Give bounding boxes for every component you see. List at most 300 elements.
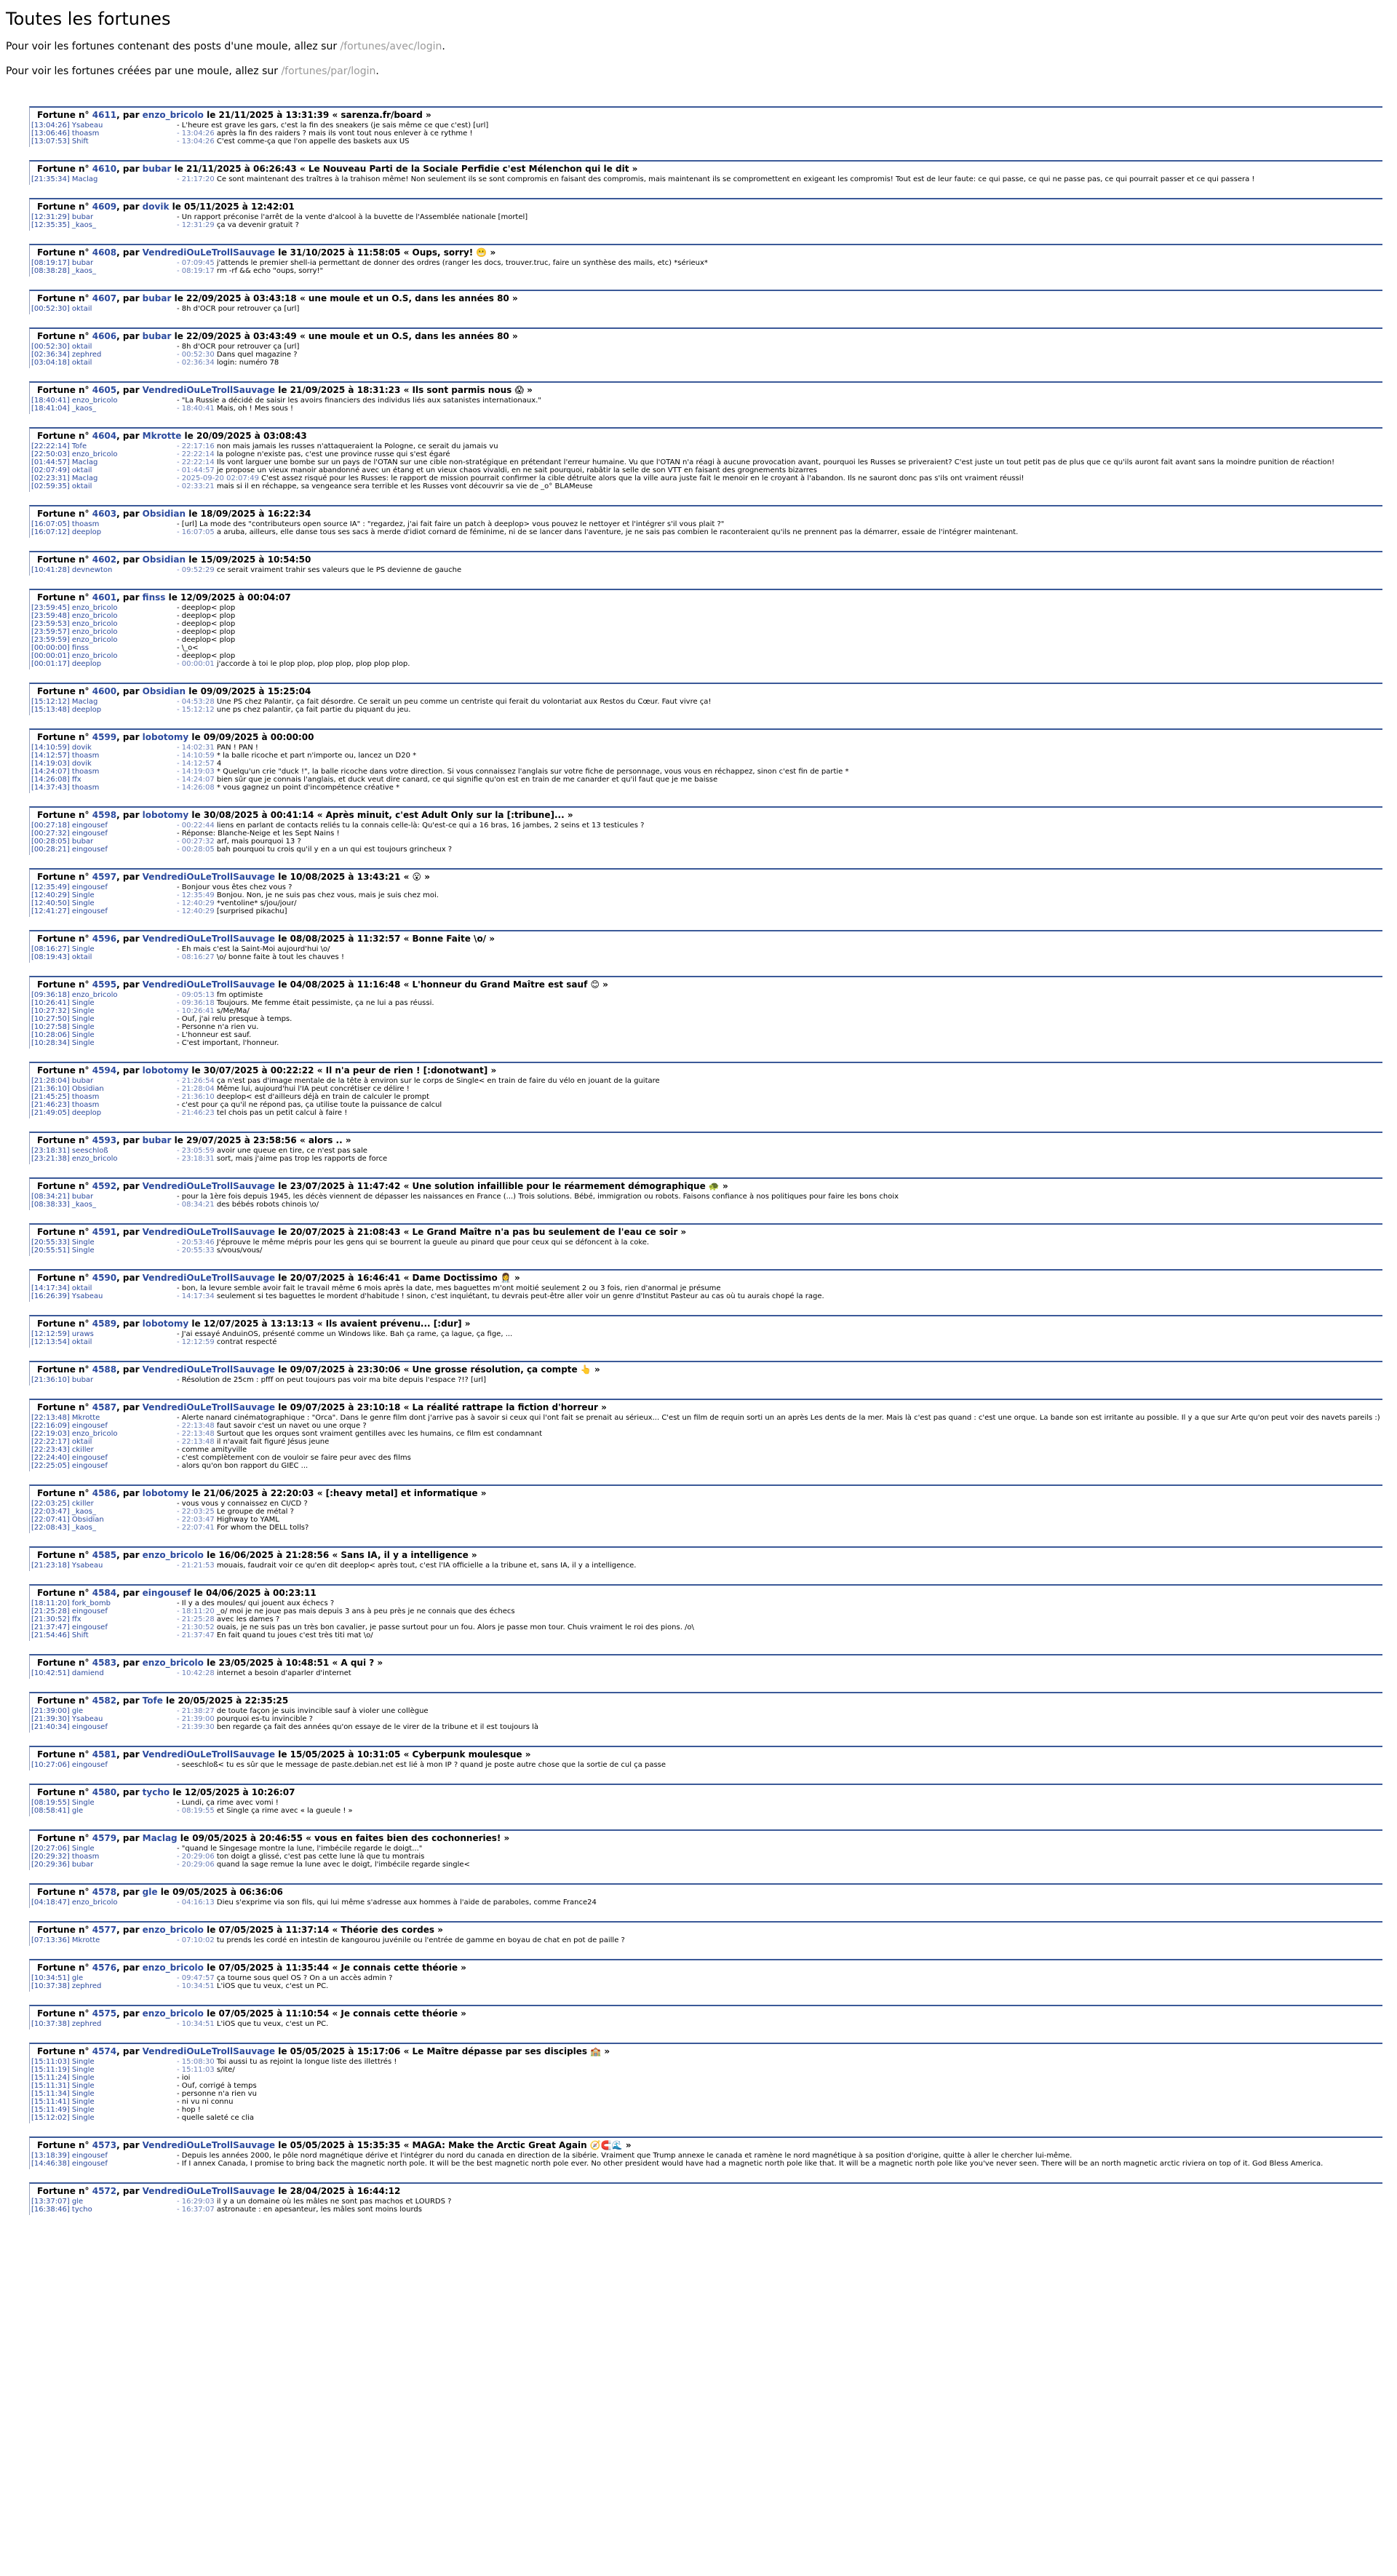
fortune-number[interactable]: 4608 xyxy=(92,247,117,258)
line-time-ref[interactable]: - 21:28:04 xyxy=(177,1085,217,1093)
fortune-author[interactable]: Obsidian xyxy=(142,509,186,519)
line-author[interactable]: [22:24:40] eingousef xyxy=(31,1454,108,1462)
fortune-author[interactable]: Obsidian xyxy=(142,554,186,565)
line-time-ref[interactable]: - 12:35:49 xyxy=(177,891,217,899)
line-author[interactable]: [15:11:19] Single xyxy=(31,2066,95,2074)
line-author[interactable]: [21:54:46] Shift xyxy=(31,1631,89,1639)
line-author[interactable]: [18:41:04] _kaos_ xyxy=(31,405,96,413)
line-time-ref[interactable]: - 12:40:29 xyxy=(177,899,217,907)
line-time-ref[interactable]: - 15:12:12 xyxy=(177,706,217,714)
line-author[interactable]: [20:27:06] Single xyxy=(31,1845,95,1853)
fortune-author[interactable]: enzo_bricolo xyxy=(142,2008,204,2019)
fortune-author[interactable]: bubar xyxy=(142,293,172,303)
line-time-ref[interactable]: - 12:31:29 xyxy=(177,221,217,229)
fortune-number[interactable]: 4579 xyxy=(92,1833,117,1843)
line-author[interactable]: [20:29:32] thoasm xyxy=(31,1853,100,1861)
line-author[interactable]: [22:19:03] enzo_bricolo xyxy=(31,1430,118,1438)
line-author[interactable]: [18:11:20] fork_bomb xyxy=(31,1599,111,1607)
line-author[interactable]: [10:41:28] devnewton xyxy=(31,566,113,574)
line-author[interactable]: [00:52:30] oktail xyxy=(31,343,92,351)
fortune-author[interactable]: VendrediOuLeTrollSauvage xyxy=(142,1273,276,1283)
line-time-ref[interactable]: - 07:09:45 xyxy=(177,259,217,267)
line-time-ref[interactable]: - 15:08:30 xyxy=(177,2058,217,2066)
line-time-ref[interactable]: - 09:05:13 xyxy=(177,991,217,999)
line-author[interactable]: [01:44:57] Maclag xyxy=(31,458,98,466)
fortune-author[interactable]: dovik xyxy=(142,202,170,212)
fortune-number[interactable]: 4588 xyxy=(92,1364,117,1375)
line-time-ref[interactable]: - 21:37:47 xyxy=(177,1631,217,1639)
line-time-ref[interactable]: - 18:11:20 xyxy=(177,1607,217,1615)
line-author[interactable]: [16:07:12] deeplop xyxy=(31,528,102,536)
fortune-number[interactable]: 4593 xyxy=(92,1135,117,1145)
line-author[interactable]: [21:49:05] deeplop xyxy=(31,1109,102,1117)
fortune-item xyxy=(29,1784,1382,1816)
line-time-ref[interactable]: - 12:12:59 xyxy=(177,1338,217,1346)
line-author[interactable]: [23:59:59] enzo_bricolo xyxy=(31,636,118,644)
line-time-ref[interactable]: - 02:36:34 xyxy=(177,359,217,367)
fortune-author[interactable]: VendrediOuLeTrollSauvage xyxy=(142,1749,276,1760)
line-author[interactable]: [10:27:50] Single xyxy=(31,1015,95,1023)
line-author[interactable]: [21:37:47] eingousef xyxy=(31,1623,108,1631)
line-author[interactable]: [14:12:57] thoasm xyxy=(31,752,100,760)
line-time-ref[interactable]: - 21:30:52 xyxy=(177,1623,217,1631)
line-author[interactable]: [08:16:27] Single xyxy=(31,945,95,953)
fortune-number[interactable]: 4572 xyxy=(92,2186,117,2196)
line-time-ref[interactable]: - 22:03:25 xyxy=(177,1508,217,1516)
fortune-number[interactable]: 4595 xyxy=(92,979,117,990)
line-author[interactable]: [04:18:47] enzo_bricolo xyxy=(31,1899,118,1907)
line-time-ref[interactable]: - 21:39:00 xyxy=(177,1715,217,1723)
fortune-author[interactable]: eingousef xyxy=(142,1588,191,1598)
line-author[interactable]: [10:34:51] gle xyxy=(31,1974,84,1982)
line-time-ref[interactable]: - 22:22:14 xyxy=(177,450,217,458)
line-time-ref[interactable]: - 22:13:48 xyxy=(177,1422,217,1430)
line-author[interactable]: [12:31:29] bubar xyxy=(31,213,94,221)
line-author[interactable]: [12:12:59] uraws xyxy=(31,1330,94,1338)
line-author[interactable]: [14:46:38] eingousef xyxy=(31,2160,108,2168)
line-author[interactable]: [20:29:36] bubar xyxy=(31,1861,94,1869)
line-time-ref[interactable]: - 16:37:07 xyxy=(177,2206,217,2214)
line-author[interactable]: [23:59:53] enzo_bricolo xyxy=(31,620,118,628)
line-time-ref[interactable]: - 02:33:21 xyxy=(177,482,217,490)
line-time-ref[interactable]: - 00:00:01 xyxy=(177,660,217,668)
line-time-ref[interactable]: - 09:52:29 xyxy=(177,566,217,574)
line-author[interactable]: [22:22:17] oktail xyxy=(31,1438,92,1446)
line-time-ref[interactable]: - 14:02:31 xyxy=(177,744,217,752)
line-time-ref[interactable]: - 23:18:31 xyxy=(177,1155,217,1163)
line-author[interactable]: [22:25:05] eingousef xyxy=(31,1462,108,1470)
fortune-number[interactable]: 4587 xyxy=(92,1402,117,1412)
line-author[interactable]: [00:27:18] eingousef xyxy=(31,822,108,830)
line-author[interactable]: [10:27:06] eingousef xyxy=(31,1761,108,1769)
line-author[interactable]: [23:59:45] enzo_bricolo xyxy=(31,604,118,612)
line-time-ref[interactable]: - 00:28:05 xyxy=(177,846,217,854)
fortune-item xyxy=(29,1132,1382,1164)
line-author[interactable]: [12:35:49] eingousef xyxy=(31,883,108,891)
fortune-number[interactable]: 4584 xyxy=(92,1588,117,1598)
fortune-number[interactable]: 4602 xyxy=(92,554,117,565)
line-time-ref[interactable]: - 12:40:29 xyxy=(177,907,217,915)
fortune-author[interactable]: VendrediOuLeTrollSauvage xyxy=(142,2186,276,2196)
line-author[interactable]: [10:28:06] Single xyxy=(31,1031,95,1039)
fortune-author[interactable]: VendrediOuLeTrollSauvage xyxy=(142,1181,276,1191)
line-author[interactable]: [02:36:34] zephred xyxy=(31,351,102,359)
fortune-number[interactable]: 4605 xyxy=(92,385,117,395)
fortune-author[interactable]: Maclag xyxy=(142,1833,178,1843)
line-author[interactable]: [08:34:21] bubar xyxy=(31,1193,94,1201)
line-author[interactable]: [08:19:17] bubar xyxy=(31,259,94,267)
line-author[interactable]: [21:39:30] Ysabeau xyxy=(31,1715,103,1723)
line-author[interactable]: [16:07:05] thoasm xyxy=(31,520,100,528)
line-time-ref[interactable]: - 10:34:51 xyxy=(177,2020,217,2028)
line-time-ref[interactable]: - 15:11:03 xyxy=(177,2066,217,2074)
line-author[interactable]: [21:40:34] eingousef xyxy=(31,1723,108,1731)
line-time-ref[interactable]: - 14:12:57 xyxy=(177,760,217,768)
line-time-ref[interactable]: - 10:34:51 xyxy=(177,1982,217,1990)
fortune-number[interactable]: 4581 xyxy=(92,1749,117,1760)
line-author[interactable]: [21:25:28] eingousef xyxy=(31,1607,108,1615)
intro-link[interactable]: /fortunes/avec/login xyxy=(340,41,442,52)
fortune-author[interactable]: VendrediOuLeTrollSauvage xyxy=(142,247,276,258)
line-time-ref[interactable]: - 00:27:32 xyxy=(177,838,217,846)
line-author[interactable]: [16:38:46] tycho xyxy=(31,2206,92,2214)
line-time-ref[interactable]: - 00:22:44 xyxy=(177,822,217,830)
line-author[interactable]: [23:21:38] enzo_bricolo xyxy=(31,1155,118,1163)
line-time-ref[interactable]: - 20:29:06 xyxy=(177,1861,217,1869)
line-time-ref[interactable]: - 22:13:48 xyxy=(177,1438,217,1446)
fortune-number[interactable]: 4610 xyxy=(92,164,117,174)
line-author[interactable]: [22:07:41] Obsidian xyxy=(31,1516,104,1524)
line-author[interactable]: [02:23:31] Maclag xyxy=(31,474,98,482)
line-time-ref[interactable]: - 10:42:28 xyxy=(177,1669,217,1677)
line-author[interactable]: [21:23:18] Ysabeau xyxy=(31,1562,103,1570)
line-author[interactable]: [18:40:41] enzo_bricolo xyxy=(31,397,118,405)
line-author[interactable]: [15:13:48] deeplop xyxy=(31,706,102,714)
fortune-author[interactable]: enzo_bricolo xyxy=(142,1658,204,1668)
fortune-number[interactable]: 4599 xyxy=(92,732,117,742)
line-author[interactable]: [13:06:46] thoasm xyxy=(31,130,100,138)
line-author[interactable]: [21:46:23] thoasm xyxy=(31,1101,100,1109)
fortune-author[interactable]: VendrediOuLeTrollSauvage xyxy=(142,1364,276,1375)
fortune-line xyxy=(31,1723,1382,1731)
line-message: - Réponse: Blanche-Neige et les Sept Nains ! xyxy=(177,830,340,838)
fortune-author[interactable]: finss xyxy=(142,592,166,603)
fortune-author[interactable]: Obsidian xyxy=(142,686,186,696)
fortune-line xyxy=(31,1239,1382,1247)
line-author[interactable]: [08:38:28] _kaos_ xyxy=(31,267,96,275)
line-author[interactable]: [15:11:41] Single xyxy=(31,2098,95,2106)
line-time-ref[interactable]: - 21:25:28 xyxy=(177,1615,217,1623)
line-author[interactable]: [13:04:26] Ysabeau xyxy=(31,122,103,130)
intro xyxy=(6,41,1391,77)
fortune-author[interactable]: VendrediOuLeTrollSauvage xyxy=(142,934,276,944)
line-author[interactable]: [21:28:04] bubar xyxy=(31,1077,94,1085)
fortune-number[interactable]: 4580 xyxy=(92,1787,117,1797)
fortune-author[interactable]: enzo_bricolo xyxy=(142,1550,204,1560)
fortune-number[interactable]: 4598 xyxy=(92,810,117,820)
line-time-ref[interactable]: - 00:52:30 xyxy=(177,351,217,359)
line-author[interactable]: [23:59:48] enzo_bricolo xyxy=(31,612,118,620)
line-time-ref[interactable]: - 04:53:28 xyxy=(177,698,217,706)
line-time-ref[interactable]: - 20:53:46 xyxy=(177,1239,217,1247)
fortune-lines xyxy=(30,1147,1382,1164)
line-author[interactable]: [00:00:00] finss xyxy=(31,644,89,652)
line-author[interactable]: [15:12:02] Single xyxy=(31,2114,95,2122)
line-author[interactable]: [21:35:34] Maclag xyxy=(31,175,98,183)
line-time-ref[interactable]: - 21:46:23 xyxy=(177,1109,217,1117)
line-author[interactable]: [14:10:59] dovik xyxy=(31,744,92,752)
line-author[interactable]: [10:37:38] zephred xyxy=(31,1982,102,1990)
fortune-author[interactable]: lobotomy xyxy=(142,1319,189,1329)
line-time-ref[interactable]: - 22:17:16 xyxy=(177,442,217,450)
line-author[interactable]: [22:13:48] Mkrotte xyxy=(31,1414,100,1422)
line-time-ref[interactable]: - 14:10:59 xyxy=(177,752,217,760)
line-author[interactable]: [10:26:41] Single xyxy=(31,999,95,1007)
line-time-ref[interactable]: - 08:19:17 xyxy=(177,267,217,275)
fortune-lines xyxy=(30,1599,1382,1641)
line-author[interactable]: [10:27:32] Single xyxy=(31,1007,95,1015)
fortune-number[interactable]: 4574 xyxy=(92,2046,117,2056)
fortune-author[interactable]: VendrediOuLeTrollSauvage xyxy=(142,872,276,882)
fortune-number[interactable]: 4592 xyxy=(92,1181,117,1191)
line-author[interactable]: [12:40:29] Single xyxy=(31,891,95,899)
line-author[interactable]: [14:17:34] oktail xyxy=(31,1284,92,1292)
line-time-ref[interactable]: - 2025-09-20 02:07:49 xyxy=(177,474,262,482)
line-time-ref[interactable]: - 14:24:07 xyxy=(177,776,217,784)
fortune-author[interactable]: VendrediOuLeTrollSauvage xyxy=(142,979,276,990)
line-time-ref[interactable]: - 21:17:20 xyxy=(177,175,217,183)
fortune-author[interactable]: enzo_bricolo xyxy=(142,1963,204,1973)
fortune-date: 04/06/2025 à 00:23:11 xyxy=(205,1588,317,1598)
line-author[interactable]: [21:30:52] ffx xyxy=(31,1615,81,1623)
line-time-ref[interactable]: - 21:26:54 xyxy=(177,1077,217,1085)
fortune-number[interactable]: 4590 xyxy=(92,1273,117,1283)
line-author[interactable]: [20:55:51] Single xyxy=(31,1247,95,1255)
fortune-author[interactable]: Mkrotte xyxy=(142,431,182,441)
line-author[interactable]: [23:18:31] seeschloß xyxy=(31,1147,108,1155)
line-time-ref[interactable]: - 21:39:30 xyxy=(177,1723,217,1731)
line-author[interactable]: [12:13:54] oktail xyxy=(31,1338,92,1346)
fortune-number[interactable]: 4611 xyxy=(92,110,117,120)
line-time-ref[interactable]: - 09:47:57 xyxy=(177,1974,217,1982)
fortune-number[interactable]: 4604 xyxy=(92,431,117,441)
fortune-line xyxy=(31,1446,1382,1454)
line-time-ref[interactable]: - 20:29:06 xyxy=(177,1853,217,1861)
intro-link[interactable]: /fortunes/par/login xyxy=(281,65,376,77)
fortune-line xyxy=(31,899,1382,907)
line-time-ref[interactable]: - 10:26:41 xyxy=(177,1007,217,1015)
fortune-lines xyxy=(30,604,1382,669)
fortune-number[interactable]: 4586 xyxy=(92,1488,117,1498)
fortune-author[interactable]: lobotomy xyxy=(142,810,189,820)
line-author[interactable]: [15:11:03] Single xyxy=(31,2058,95,2066)
line-time-ref[interactable]: - 01:44:57 xyxy=(177,466,217,474)
fortune-number[interactable]: 4583 xyxy=(92,1658,117,1668)
line-time-ref[interactable]: - 14:26:08 xyxy=(177,784,217,792)
line-author[interactable]: [21:45:25] thoasm xyxy=(31,1093,100,1101)
fortune-author[interactable]: lobotomy xyxy=(142,1488,189,1498)
line-author[interactable]: [02:07:49] oktail xyxy=(31,466,92,474)
line-time-ref[interactable]: - 14:19:03 xyxy=(177,768,217,776)
line-author[interactable]: [14:19:03] dovik xyxy=(31,760,92,768)
line-message: - 22:22:14 Ils vont larguer une bombe sur un pays de l'OTAN sur une cible non-stratégique en prétendant l'erreur humaine. Vu que l'OTAN n'a réagi à aucune provocation avant, pourquoi les Russes se priveraient? C'est juste un tout petit pas de plus que ce qu'ils auront fait avant sans la moindre punition de réaction! xyxy=(177,458,1335,466)
line-author[interactable]: [00:52:30] oktail xyxy=(31,305,92,313)
line-author[interactable]: [10:27:58] Single xyxy=(31,1023,95,1031)
fortune-number[interactable]: 4606 xyxy=(92,331,117,341)
line-author[interactable]: [12:41:27] eingousef xyxy=(31,907,108,915)
fortune-author[interactable]: bubar xyxy=(142,331,172,341)
fortune-author[interactable]: VendrediOuLeTrollSauvage xyxy=(142,2046,276,2056)
fortune-author[interactable]: lobotomy xyxy=(142,732,189,742)
fortune-author[interactable]: VendrediOuLeTrollSauvage xyxy=(142,1402,276,1412)
line-time-ref[interactable]: - 04:16:13 xyxy=(177,1899,217,1907)
line-author[interactable]: [14:26:08] ffx xyxy=(31,776,81,784)
line-author[interactable]: [15:11:49] Single xyxy=(31,2106,95,2114)
fortune-header: Fortune n° 4594, par lobotomy le 30/07/2025 à 00:22:22 « Il n'a peur de rien ! [:donotwant] » xyxy=(37,1065,497,1076)
fortune-author[interactable]: VendrediOuLeTrollSauvage xyxy=(142,2140,276,2150)
line-author[interactable]: [08:19:43] oktail xyxy=(31,953,92,961)
line-time-ref[interactable]: - 23:05:59 xyxy=(177,1147,217,1155)
line-author[interactable]: [15:12:12] Maclag xyxy=(31,698,98,706)
fortune-author[interactable]: Tofe xyxy=(142,1696,163,1706)
line-author[interactable]: [10:28:34] Single xyxy=(31,1039,95,1047)
line-time-ref[interactable]: - 08:19:55 xyxy=(177,1807,217,1815)
line-author[interactable]: [00:28:21] eingousef xyxy=(31,846,108,854)
fortune-author[interactable]: bubar xyxy=(142,164,172,174)
fortune-line xyxy=(31,1631,1382,1639)
fortune-number[interactable]: 4603 xyxy=(92,509,117,519)
line-author[interactable]: [21:36:10] bubar xyxy=(31,1376,94,1384)
fortune-number[interactable]: 4585 xyxy=(92,1550,117,1560)
line-time-ref[interactable]: - 16:29:03 xyxy=(177,2198,217,2206)
line-time-ref[interactable]: - 21:38:27 xyxy=(177,1707,217,1715)
line-author[interactable]: [15:11:24] Single xyxy=(31,2074,95,2082)
line-author[interactable]: [12:35:35] _kaos_ xyxy=(31,221,96,229)
line-author[interactable]: [13:18:39] eingousef xyxy=(31,2152,108,2160)
line-author[interactable]: [22:08:43] _kaos_ xyxy=(31,1524,96,1532)
line-author[interactable]: [20:55:33] Single xyxy=(31,1239,95,1247)
line-author[interactable]: [22:03:47] _kaos_ xyxy=(31,1508,96,1516)
fortune-item xyxy=(29,198,1382,231)
line-author[interactable]: [21:36:10] Obsidian xyxy=(31,1085,104,1093)
line-author[interactable]: [10:37:38] zephred xyxy=(31,2020,102,2028)
line-author[interactable]: [15:11:34] Single xyxy=(31,2090,95,2098)
line-time-ref[interactable]: - 08:16:27 xyxy=(177,953,217,961)
fortune-lines xyxy=(30,744,1382,793)
line-author[interactable]: [14:24:07] thoasm xyxy=(31,768,100,776)
fortune-number[interactable]: 4600 xyxy=(92,686,117,696)
fortune-author[interactable]: lobotomy xyxy=(142,1065,189,1076)
line-author[interactable]: [09:36:18] enzo_bricolo xyxy=(31,991,118,999)
line-author[interactable]: [02:59:35] oktail xyxy=(31,482,92,490)
fortune-line xyxy=(31,130,1382,138)
fortune-number[interactable]: 4582 xyxy=(92,1696,117,1706)
line-author[interactable]: [03:04:18] oktail xyxy=(31,359,92,367)
line-author[interactable]: [22:03:25] ckiller xyxy=(31,1500,94,1508)
line-time-ref[interactable]: - 20:55:33 xyxy=(177,1247,217,1255)
fortune-header: Fortune n° 4587, par VendrediOuLeTrollSauvage le 09/07/2025 à 23:10:18 « La réalité rattrape la fiction d'horreur » xyxy=(37,1402,607,1412)
line-author[interactable]: [22:22:14] Tofe xyxy=(31,442,87,450)
line-time-ref[interactable]: - 13:04:26 xyxy=(177,138,217,146)
line-author[interactable]: [00:01:17] deeplop xyxy=(31,660,102,668)
line-time-ref[interactable]: - 16:07:05 xyxy=(177,528,217,536)
fortune-item xyxy=(29,1062,1382,1118)
fortune-number[interactable]: 4591 xyxy=(92,1227,117,1237)
fortune-number[interactable]: 4578 xyxy=(92,1887,117,1897)
line-time-ref[interactable]: - 07:10:02 xyxy=(177,1936,217,1944)
line-author[interactable]: [08:19:55] Single xyxy=(31,1799,95,1807)
fortune-number[interactable]: 4573 xyxy=(92,2140,117,2150)
line-author[interactable]: [13:37:07] gle xyxy=(31,2198,84,2206)
line-time-ref[interactable]: - 09:36:18 xyxy=(177,999,217,1007)
fortune-number[interactable]: 4609 xyxy=(92,202,117,212)
fortune-author[interactable]: enzo_bricolo xyxy=(142,110,204,120)
line-time-ref[interactable]: - 22:07:41 xyxy=(177,1524,217,1532)
fortune-author[interactable]: gle xyxy=(142,1887,158,1897)
fortune-number[interactable]: 4607 xyxy=(92,293,117,303)
line-time-ref[interactable]: - 13:04:26 xyxy=(177,130,217,138)
line-author[interactable]: [22:23:43] ckiller xyxy=(31,1446,94,1454)
line-message: - 22:22:14 la pologne n'existe pas, c'est une province russe qui s'est égaré xyxy=(177,450,450,458)
line-time-ref[interactable]: - 21:36:10 xyxy=(177,1093,217,1101)
line-author[interactable]: [16:26:39] Ysabeau xyxy=(31,1292,103,1300)
line-author[interactable]: [13:07:53] Shift xyxy=(31,138,89,146)
fortune-number[interactable]: 4589 xyxy=(92,1319,117,1329)
fortune-lines xyxy=(30,2198,1382,2215)
fortune-author[interactable]: enzo_bricolo xyxy=(142,1925,204,1935)
line-author[interactable]: [07:13:36] Mkrotte xyxy=(31,1936,100,1944)
fortune-number[interactable]: 4594 xyxy=(92,1065,117,1076)
line-author[interactable]: [22:50:03] enzo_bricolo xyxy=(31,450,118,458)
line-author[interactable]: [14:37:43] thoasm xyxy=(31,784,100,792)
fortune-number[interactable]: 4577 xyxy=(92,1925,117,1935)
fortune-number[interactable]: 4597 xyxy=(92,872,117,882)
line-author[interactable]: [10:42:51] damiend xyxy=(31,1669,104,1677)
fortune-header: Fortune n° 4605, par VendrediOuLeTrollSauvage le 21/09/2025 à 18:31:23 « Ils sont parmis nous 😱 » xyxy=(37,385,533,395)
line-author[interactable]: [00:28:05] bubar xyxy=(31,838,94,846)
line-author[interactable]: [12:40:50] Single xyxy=(31,899,95,907)
line-author[interactable]: [21:39:00] gle xyxy=(31,1707,84,1715)
fortune-lines xyxy=(30,1974,1382,1992)
line-time-ref[interactable]: - 22:22:14 xyxy=(177,458,217,466)
line-time-ref[interactable]: - 08:34:21 xyxy=(177,1201,217,1209)
fortune-number[interactable]: 4601 xyxy=(92,592,117,603)
fortune-number[interactable]: 4575 xyxy=(92,2008,117,2019)
line-time-ref[interactable]: - 22:03:47 xyxy=(177,1516,217,1524)
fortune-header: Fortune n° 4575, par enzo_bricolo le 07/05/2025 à 11:10:54 « Je connais cette théorie » xyxy=(37,2008,466,2019)
fortune-line xyxy=(31,2090,1382,2098)
line-author[interactable]: [00:00:01] enzo_bricolo xyxy=(31,652,118,660)
line-author[interactable]: [15:11:31] Single xyxy=(31,2082,95,2090)
line-author[interactable]: [08:58:41] gle xyxy=(31,1807,84,1815)
fortune-line xyxy=(31,138,1382,146)
line-time-ref[interactable]: - 14:17:34 xyxy=(177,1292,217,1300)
line-message: - 16:29:03 il y a un domaine où les mâles ne sont pas machos et LOURDS ? xyxy=(177,2198,452,2206)
line-time-ref[interactable]: - 18:40:41 xyxy=(177,405,217,413)
line-time-ref[interactable]: - 22:13:48 xyxy=(177,1430,217,1438)
line-time-ref[interactable]: - 21:21:53 xyxy=(177,1562,217,1570)
line-author[interactable]: [23:59:57] enzo_bricolo xyxy=(31,628,118,636)
line-author[interactable]: [08:38:33] _kaos_ xyxy=(31,1201,96,1209)
fortune-author[interactable]: VendrediOuLeTrollSauvage xyxy=(142,385,276,395)
fortune-author[interactable]: tycho xyxy=(142,1787,170,1797)
line-author[interactable]: [00:27:32] eingousef xyxy=(31,830,108,838)
fortune-number[interactable]: 4576 xyxy=(92,1963,117,1973)
line-author[interactable]: [22:16:09] eingousef xyxy=(31,1422,108,1430)
fortune-number[interactable]: 4596 xyxy=(92,934,117,944)
fortune-author[interactable]: bubar xyxy=(142,1135,172,1145)
fortune-author[interactable]: VendrediOuLeTrollSauvage xyxy=(142,1227,276,1237)
